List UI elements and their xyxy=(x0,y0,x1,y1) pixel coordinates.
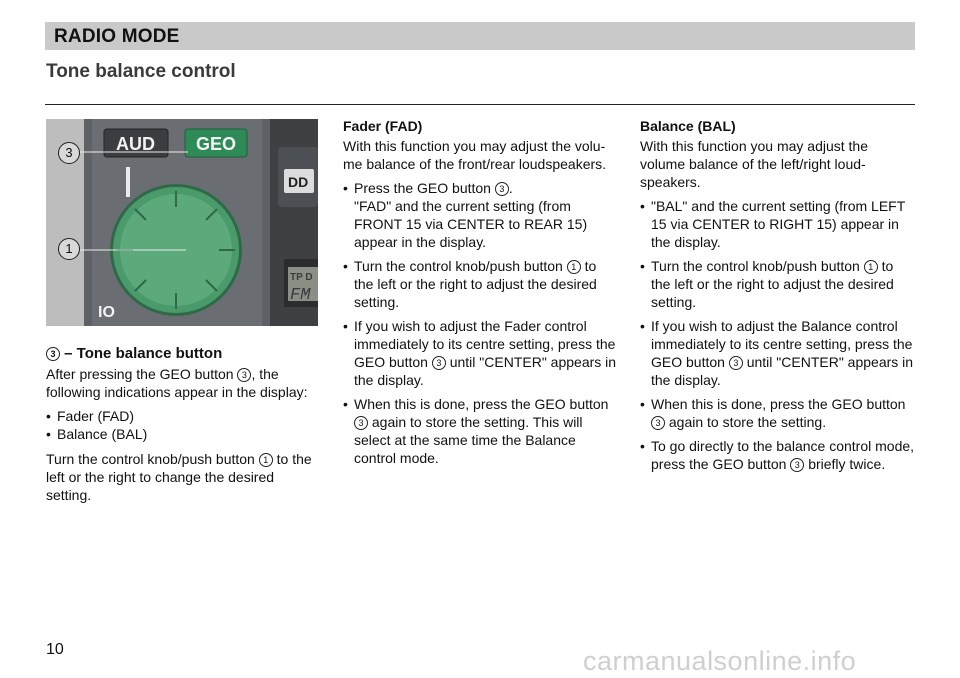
text: "FAD" and the current setting (from FRONT 15 via CENTER to REAR 15) appear in the display. xyxy=(354,198,588,250)
text: When this is done, press the GEO button xyxy=(651,396,906,412)
radio-photo xyxy=(46,119,318,326)
list-item xyxy=(343,317,618,389)
page-title: Tone balance control xyxy=(46,61,236,82)
list-item: • Balance (BAL) xyxy=(46,425,318,443)
text: Press the GEO button xyxy=(354,180,491,196)
ref-3: 3 xyxy=(495,182,509,196)
text: until "CENTER" appears in the display. xyxy=(651,354,914,388)
divider xyxy=(45,104,915,105)
callout-3: 3 xyxy=(58,142,80,164)
section-heading xyxy=(46,345,318,363)
ref-1: 1 xyxy=(567,260,581,274)
ref-3: 3 xyxy=(354,416,368,430)
paragraph xyxy=(46,450,318,504)
text: If you wish to adjust the Fader control immediately to its centre setting, press the GEO button xyxy=(354,318,616,370)
paragraph xyxy=(46,365,318,401)
list-item xyxy=(640,395,916,431)
ref-3: 3 xyxy=(790,458,804,472)
geo-button[interactable] xyxy=(185,129,247,157)
middle-column xyxy=(343,117,618,467)
dolby-icon: DD xyxy=(288,174,309,190)
list-item: • Fader (FAD) xyxy=(46,407,318,425)
paragraph: With this function you may adjust the volu-me balance of the front/rear loudspeakers. xyxy=(343,138,607,172)
list-item: • "BAL" and the current setting (from LEFT 15 via CENTER to RIGHT 15) appear in the display. xyxy=(640,197,916,251)
text: again to store the setting. xyxy=(668,414,827,430)
text: . xyxy=(508,180,513,196)
text: until "CENTER" appears in the display. xyxy=(354,354,617,388)
dolby-button[interactable] xyxy=(284,169,314,193)
text: again to store the setting. This will select at the same time the Balance control mode. xyxy=(354,414,583,466)
list-item xyxy=(640,257,916,311)
list-item xyxy=(640,437,916,473)
ref-3: 3 xyxy=(432,356,446,370)
text: Turn the control knob/push button xyxy=(354,258,563,274)
text: to the left or the right to change the desired setting. xyxy=(46,451,312,503)
ref-1: 1 xyxy=(864,260,878,274)
text: If you wish to adjust the Balance control immediately to its centre setting, press the GEO button xyxy=(651,318,913,370)
section-header-bar xyxy=(45,22,915,50)
text: After pressing the GEO button xyxy=(46,366,234,382)
text: When this is done, press the GEO button xyxy=(354,396,609,412)
callout-1: 1 xyxy=(58,238,80,260)
geo-label: GEO xyxy=(196,134,237,154)
display-tp-text: TP D xyxy=(290,272,313,283)
text: to the left or the right to adjust the desired setting. xyxy=(651,258,894,310)
ref-3: 3 xyxy=(729,356,743,370)
text: Turn the control knob/push button xyxy=(651,258,860,274)
balance-heading: Balance (BAL) xyxy=(640,118,736,134)
text: briefly twice. xyxy=(808,456,886,472)
text: to the left or the right to adjust the desired setting. xyxy=(354,258,597,310)
left-column xyxy=(46,345,318,504)
list-item xyxy=(343,395,618,467)
list-item xyxy=(343,179,618,251)
aud-label: AUD xyxy=(116,134,155,154)
ref-3: 3 xyxy=(46,347,60,361)
list-item xyxy=(343,257,618,311)
power-icon: IO xyxy=(98,304,115,321)
text: Turn the control knob/push button xyxy=(46,451,255,467)
text: , the following indications appear in the display: xyxy=(46,366,308,400)
fader-heading: Fader (FAD) xyxy=(343,118,423,134)
watermark: carmanualsonline.info xyxy=(583,646,857,676)
display-segment-text: FM xyxy=(290,286,311,305)
paragraph: With this function you may adjust the volume balance of the left/right loud-speakers. xyxy=(640,138,868,190)
aud-button[interactable] xyxy=(104,129,168,157)
right-column xyxy=(640,117,916,473)
section-title: RADIO MODE xyxy=(54,26,180,47)
ref-3: 3 xyxy=(651,416,665,430)
text: To go directly to the balance control mode, press the GEO button xyxy=(651,438,915,472)
ref-1: 1 xyxy=(259,453,273,467)
heading-text: – Tone balance button xyxy=(64,345,223,362)
list-item xyxy=(640,317,916,389)
ref-3: 3 xyxy=(237,368,251,382)
page-number: 10 xyxy=(46,641,64,658)
